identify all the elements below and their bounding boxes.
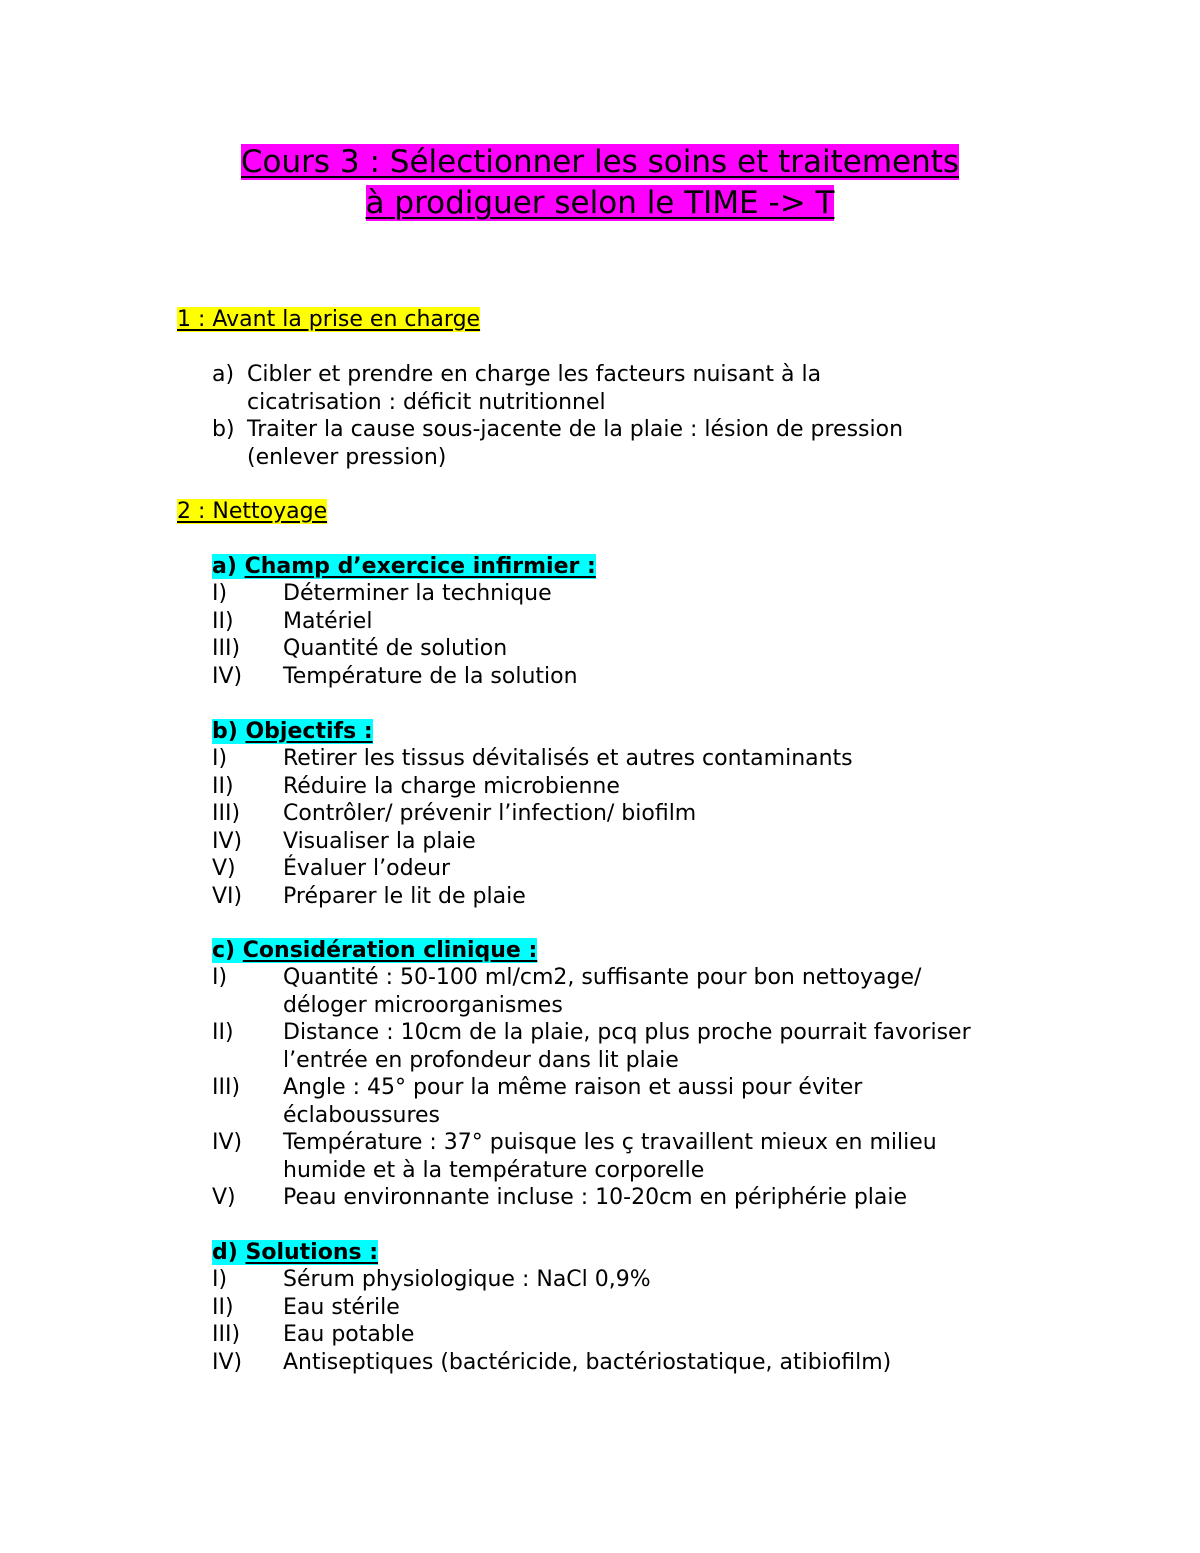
list-item: I) Retirer les tissus dévitalisés et autres contaminants	[212, 746, 853, 771]
list-item: IV) Antiseptiques (bactéricide, bactériostatique, atibiofilm)	[212, 1349, 892, 1375]
list-item: I) Déterminer la technique	[212, 581, 552, 606]
list-item: IV) Température de la solution	[212, 663, 578, 689]
list-item: I) Sérum physiologique : NaCl 0,9%	[212, 1267, 651, 1292]
subsection-c-list	[212, 964, 1042, 1212]
list-item: III) Contrôler/ prévenir l’infection/ biofilm	[212, 801, 697, 826]
list-item: III) Eau potable	[212, 1322, 415, 1347]
list-item: V) Évaluer l’odeur	[212, 856, 451, 881]
subsection-b-list	[212, 745, 1042, 910]
section-2-heading: 2 : Nettoyage	[177, 499, 328, 524]
list-item: II) Distance : 10cm de la plaie, pcq plus proche pourrait favoriser l’entrée en profondeur dans lit plaie	[212, 1020, 971, 1073]
list-item: II) Matériel	[212, 608, 373, 634]
list-item: II) Réduire la charge microbienne	[212, 773, 620, 799]
list-item: VI) Préparer le lit de plaie	[212, 883, 526, 909]
list-item: V) Peau environnante incluse : 10-20cm en périphérie plaie	[212, 1185, 908, 1210]
subsection-d-heading: d) Solutions :	[212, 1240, 379, 1265]
subsection-c-heading: c) Considération clinique :	[212, 938, 538, 963]
title-line-2: à prodiguer selon le TIME -> T	[365, 185, 835, 221]
list-item: I) Quantité : 50-100 ml/cm2, suffisante pour bon nettoyage/ déloger microorganismes	[212, 965, 922, 1018]
list-item: IV) Visualiser la plaie	[212, 828, 476, 854]
list-item: III) Quantité de solution	[212, 636, 508, 661]
section-1-heading: 1 : Avant la prise en charge	[177, 307, 481, 332]
list-item: b) Traiter la cause sous-jacente de la plaie : lésion de pression (enlever pression)	[212, 417, 904, 470]
section-1-list	[212, 361, 1042, 471]
list-item: a) Cibler et prendre en charge les facteurs nuisant à la cicatrisation : déficit nutritionnel	[212, 362, 822, 415]
list-item: II) Eau stérile	[212, 1294, 400, 1320]
list-item: IV) Température : 37° puisque les ç travaillent mieux en milieu humide et à la température corporelle	[212, 1130, 937, 1183]
subsection-d-list	[212, 1266, 1042, 1376]
list-item: III) Angle : 45° pour la même raison et aussi pour éviter éclaboussures	[212, 1075, 863, 1128]
title-line-1: Cours 3 : Sélectionner les soins et traitements	[240, 144, 960, 180]
subsection-b-heading: b) Objectifs :	[212, 719, 373, 744]
subsection-a-list	[212, 580, 1042, 690]
document-title	[0, 142, 1200, 224]
subsection-a-heading: a) Champ d’exercice infirmier :	[212, 554, 596, 579]
